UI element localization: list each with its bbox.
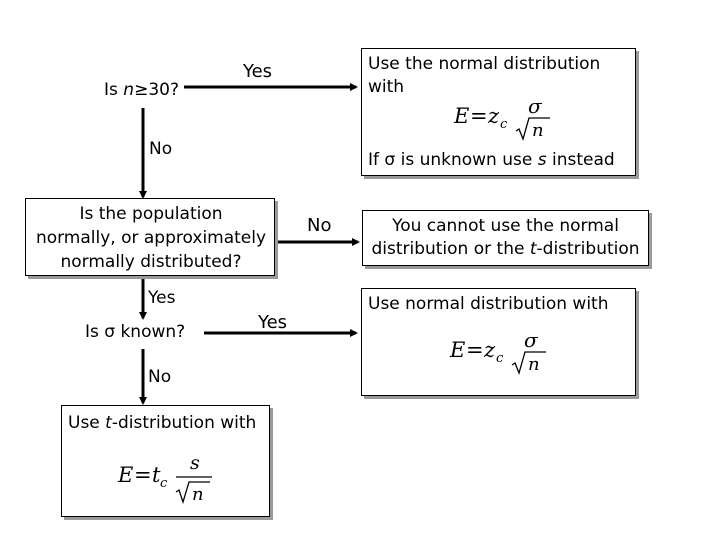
- cannot-line2-suffix: -distribution: [536, 239, 640, 259]
- formula-lhs: E: [118, 463, 134, 487]
- formula-margin-error-t: [114, 448, 224, 514]
- q3-suffix: known?: [115, 322, 186, 342]
- label-no-right: No: [307, 215, 332, 236]
- note-suffix: instead: [546, 150, 615, 170]
- label-yes-left: Yes: [148, 288, 176, 308]
- q2-line-3: normally distributed?: [60, 252, 242, 272]
- q1-rel: ≥: [134, 80, 149, 100]
- formula-den: n: [528, 354, 540, 375]
- formula-num: σ: [528, 94, 542, 118]
- box-t-distribution: [61, 405, 270, 517]
- label-yes-mid: Yes: [258, 312, 288, 333]
- formula-eq: =: [470, 104, 488, 128]
- formula-den: n: [532, 120, 544, 141]
- box-normal-bottom-title: Use normal distribution with: [368, 294, 609, 314]
- label-no-1: No: [149, 139, 173, 159]
- box-normal-top-line2: with: [368, 77, 405, 97]
- q1-var: n: [123, 80, 135, 100]
- q2-line-2: normally, or approximately: [35, 228, 267, 248]
- formula-sub: c: [500, 117, 508, 132]
- formula-lhs: E: [450, 338, 466, 362]
- box-normal-distribution-large-sample: [361, 48, 636, 176]
- formula-margin-error-z-bottom: [446, 325, 556, 385]
- question-sigma-known: [85, 321, 185, 343]
- box-t-title: [68, 412, 256, 434]
- note-symbol: σ: [384, 150, 396, 170]
- question-sample-size: [104, 79, 179, 101]
- cannot-line2-var: t: [529, 239, 537, 259]
- formula-coef: z: [484, 338, 496, 362]
- cannot-line1: You cannot use the normal: [392, 216, 619, 236]
- q1-prefix: Is: [104, 80, 124, 100]
- box-normal-top-line1: Use the normal distribution: [368, 54, 601, 74]
- formula-coef: t: [152, 463, 161, 487]
- formula-sub: c: [160, 476, 168, 491]
- cannot-line2: [363, 238, 648, 260]
- formula-coef: z: [488, 104, 500, 128]
- label-yes-top: Yes: [243, 61, 273, 82]
- formula-eq: =: [134, 463, 152, 487]
- box-t-title-suffix: -distribution with: [111, 413, 257, 433]
- formula-lhs: E: [454, 104, 470, 128]
- box-normal-top-note: [368, 149, 615, 171]
- note-mid: is unknown use: [395, 150, 538, 170]
- note-var: s: [537, 150, 547, 170]
- box-population-normality-question: [25, 198, 275, 276]
- formula-eq: =: [466, 338, 484, 362]
- q3-prefix: Is: [85, 322, 105, 342]
- q1-value: 30?: [148, 80, 179, 100]
- formula-num: σ: [524, 328, 538, 352]
- box-t-title-var: t: [105, 413, 112, 433]
- box-cannot-use-distribution: [362, 210, 649, 266]
- formula-margin-error-z: [450, 89, 560, 149]
- box-normal-distribution-sigma-known: [361, 288, 636, 396]
- formula-num: s: [190, 452, 200, 474]
- q2-line-1: Is the population: [79, 204, 223, 224]
- q3-symbol: σ: [104, 322, 116, 342]
- label-no-2: No: [148, 367, 172, 387]
- formula-sub: c: [496, 351, 504, 366]
- note-prefix: If: [368, 150, 385, 170]
- formula-den: n: [192, 484, 204, 505]
- box-t-title-prefix: Use: [68, 413, 106, 433]
- cannot-line2-prefix: distribution or the: [371, 239, 530, 259]
